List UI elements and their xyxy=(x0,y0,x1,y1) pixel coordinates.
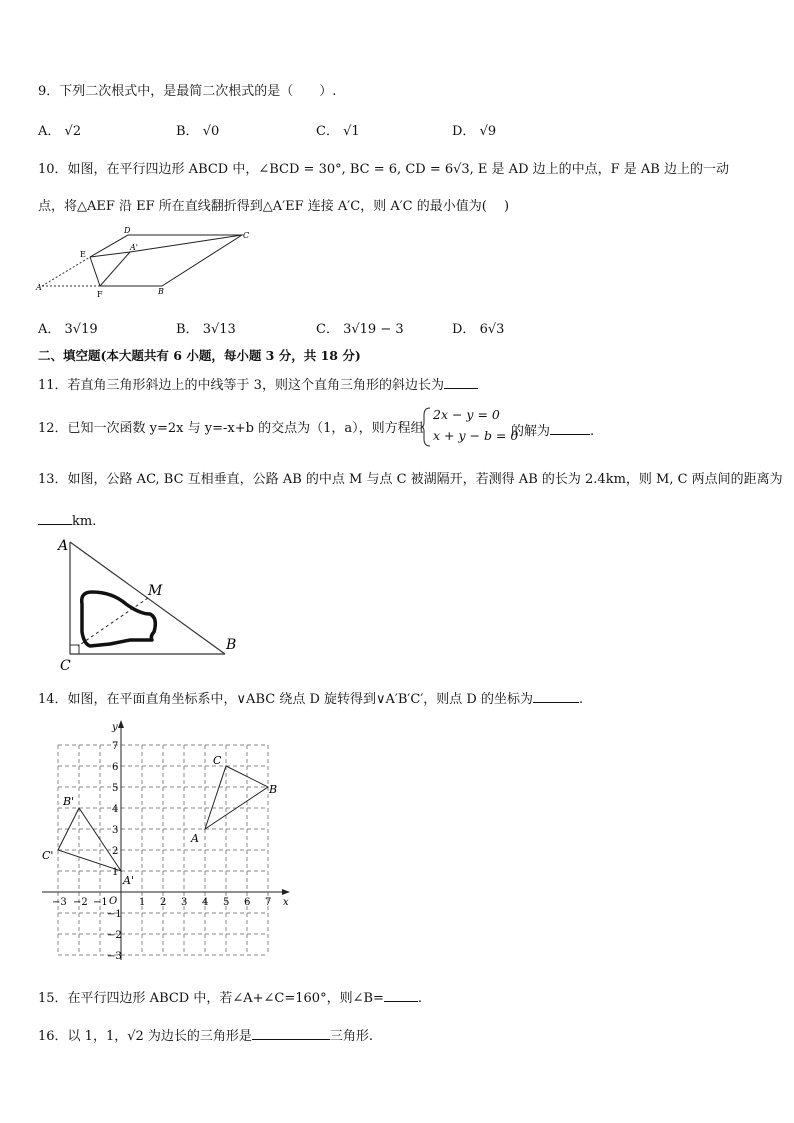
point-c-label: C xyxy=(213,754,222,767)
q9-option-d: D． √9 xyxy=(452,124,497,139)
point-b-prime-label: B' xyxy=(63,795,75,808)
label-c: C xyxy=(243,231,250,240)
triangle-abc xyxy=(205,766,268,829)
y-tick-label: 7 xyxy=(112,741,119,752)
q10-option-a: A． 3√19 xyxy=(38,322,98,337)
q15-answer-blank xyxy=(384,987,418,1002)
q15: 15．在平行四边形 ABCD 中，若∠A+∠C=160°，则∠B= . xyxy=(38,987,422,1008)
label-m: M xyxy=(148,583,163,599)
x-tick-label: 3 xyxy=(181,897,188,908)
y-tick-label: 4 xyxy=(112,804,119,815)
y-tick-label: −1 xyxy=(107,909,122,920)
x-tick-label: 4 xyxy=(202,897,209,908)
y-tick-label: −3 xyxy=(107,951,122,962)
q11-answer-blank xyxy=(444,374,478,389)
q13-line2: km. xyxy=(38,510,96,531)
label-b: B xyxy=(158,287,164,296)
y-tick-label: 6 xyxy=(112,762,119,773)
x-tick-label: 2 xyxy=(160,897,167,908)
x-axis-label: x xyxy=(283,897,289,908)
triangle-a-prime-b-prime-c-prime xyxy=(58,808,121,871)
point-a-label: A xyxy=(191,832,199,845)
q13-answer-blank xyxy=(38,510,72,525)
x-tick-label: 6 xyxy=(244,897,251,908)
section-2-title: 二、填空题(本大题共有 6 小题，每小题 3 分，共 18 分) xyxy=(38,348,361,363)
q12-equation-2: x + y − b = 0 xyxy=(433,428,519,443)
q10-parallelogram-figure xyxy=(30,222,270,304)
x-tick-label: −2 xyxy=(73,897,88,908)
label-e: E xyxy=(80,250,86,259)
label-f: F xyxy=(97,290,103,299)
q16-answer-blank xyxy=(252,1025,330,1040)
x-tick-label: 5 xyxy=(223,897,230,908)
q10-line2: 点，将△AEF 沿 EF 所在直线翻折得到△A′EF 连接 A′C，则 A′C 的最小值为( ) xyxy=(38,199,510,214)
y-tick-label: 3 xyxy=(112,825,119,836)
point-a-prime-label: A' xyxy=(123,874,134,887)
q10-option-c: C． 3√19 − 3 xyxy=(316,322,404,337)
x-tick-label: −3 xyxy=(52,897,67,908)
q10-line1: 10．如图，在平行四边形 ABCD 中，∠BCD = 30°, BC = 6, CD = 6√3, E 是 AD 边上的中点，F 是 AB 边上的一动 xyxy=(38,162,729,177)
q11: 11．若直角三角形斜边上的中线等于 3，则这个直角三角形的斜边长为 xyxy=(38,374,478,395)
y-tick-label: −2 xyxy=(107,930,122,941)
x-tick-label: 7 xyxy=(265,897,272,908)
q10-option-b: B． 3√13 xyxy=(176,322,236,337)
point-c-prime-label: C' xyxy=(42,849,54,862)
q13-road-figure xyxy=(50,532,250,674)
x-tick-labels xyxy=(52,897,271,908)
point-b-label: B xyxy=(269,783,278,796)
y-tick-labels xyxy=(107,741,122,962)
x-tick-label: −1 xyxy=(93,897,108,908)
q12-system-brace xyxy=(420,407,432,447)
label-c: C xyxy=(60,658,71,674)
q12-tail: 的解为 . xyxy=(511,420,594,441)
y-tick-label: 2 xyxy=(112,846,119,857)
y-axis-label: y xyxy=(112,722,118,733)
q14-coordinate-grid xyxy=(36,718,296,970)
label-a-prime: A' xyxy=(130,243,138,252)
label-a: A xyxy=(36,283,42,292)
y-tick-label: 1 xyxy=(112,867,119,878)
q9-stem: 9．下列二次根式中，是最简二次根式的是（ ）. xyxy=(38,84,337,99)
q12: 12．已知一次函数 y=2x 与 y=-x+b 的交点为（1，a），则方程组 xyxy=(38,421,424,436)
grid-lines xyxy=(58,745,268,955)
q16: 16．以 1，1，√2 为边长的三角形是 三角形. xyxy=(38,1025,373,1046)
q9-option-a: A． √2 xyxy=(38,124,82,139)
q13-line1: 13．如图，公路 AC, BC 互相垂直，公路 AB 的中点 M 与点 C 被湖隔开，若测得 AB 的长为 2.4km，则 M, C 两点间的距离为 xyxy=(38,472,783,487)
q14-answer-blank xyxy=(533,688,579,703)
q9-option-c: C． √1 xyxy=(316,124,360,139)
q12-equation-1: 2x − y = 0 xyxy=(433,407,500,422)
origin-label: O xyxy=(109,896,118,907)
label-b: B xyxy=(226,637,237,653)
q14: 14．如图，在平面直角坐标系中，∨ABC 绕点 D 旋转得到∨A′B′C′，则点 D 的坐标为 . xyxy=(38,688,583,709)
label-a: A xyxy=(58,538,69,554)
x-tick-label: 1 xyxy=(139,897,146,908)
q9-option-b: B． √0 xyxy=(176,124,220,139)
label-d: D xyxy=(124,226,131,235)
q12-answer-blank xyxy=(550,420,590,435)
y-tick-label: 5 xyxy=(112,783,119,794)
q10-option-d: D． 6√3 xyxy=(452,322,505,337)
